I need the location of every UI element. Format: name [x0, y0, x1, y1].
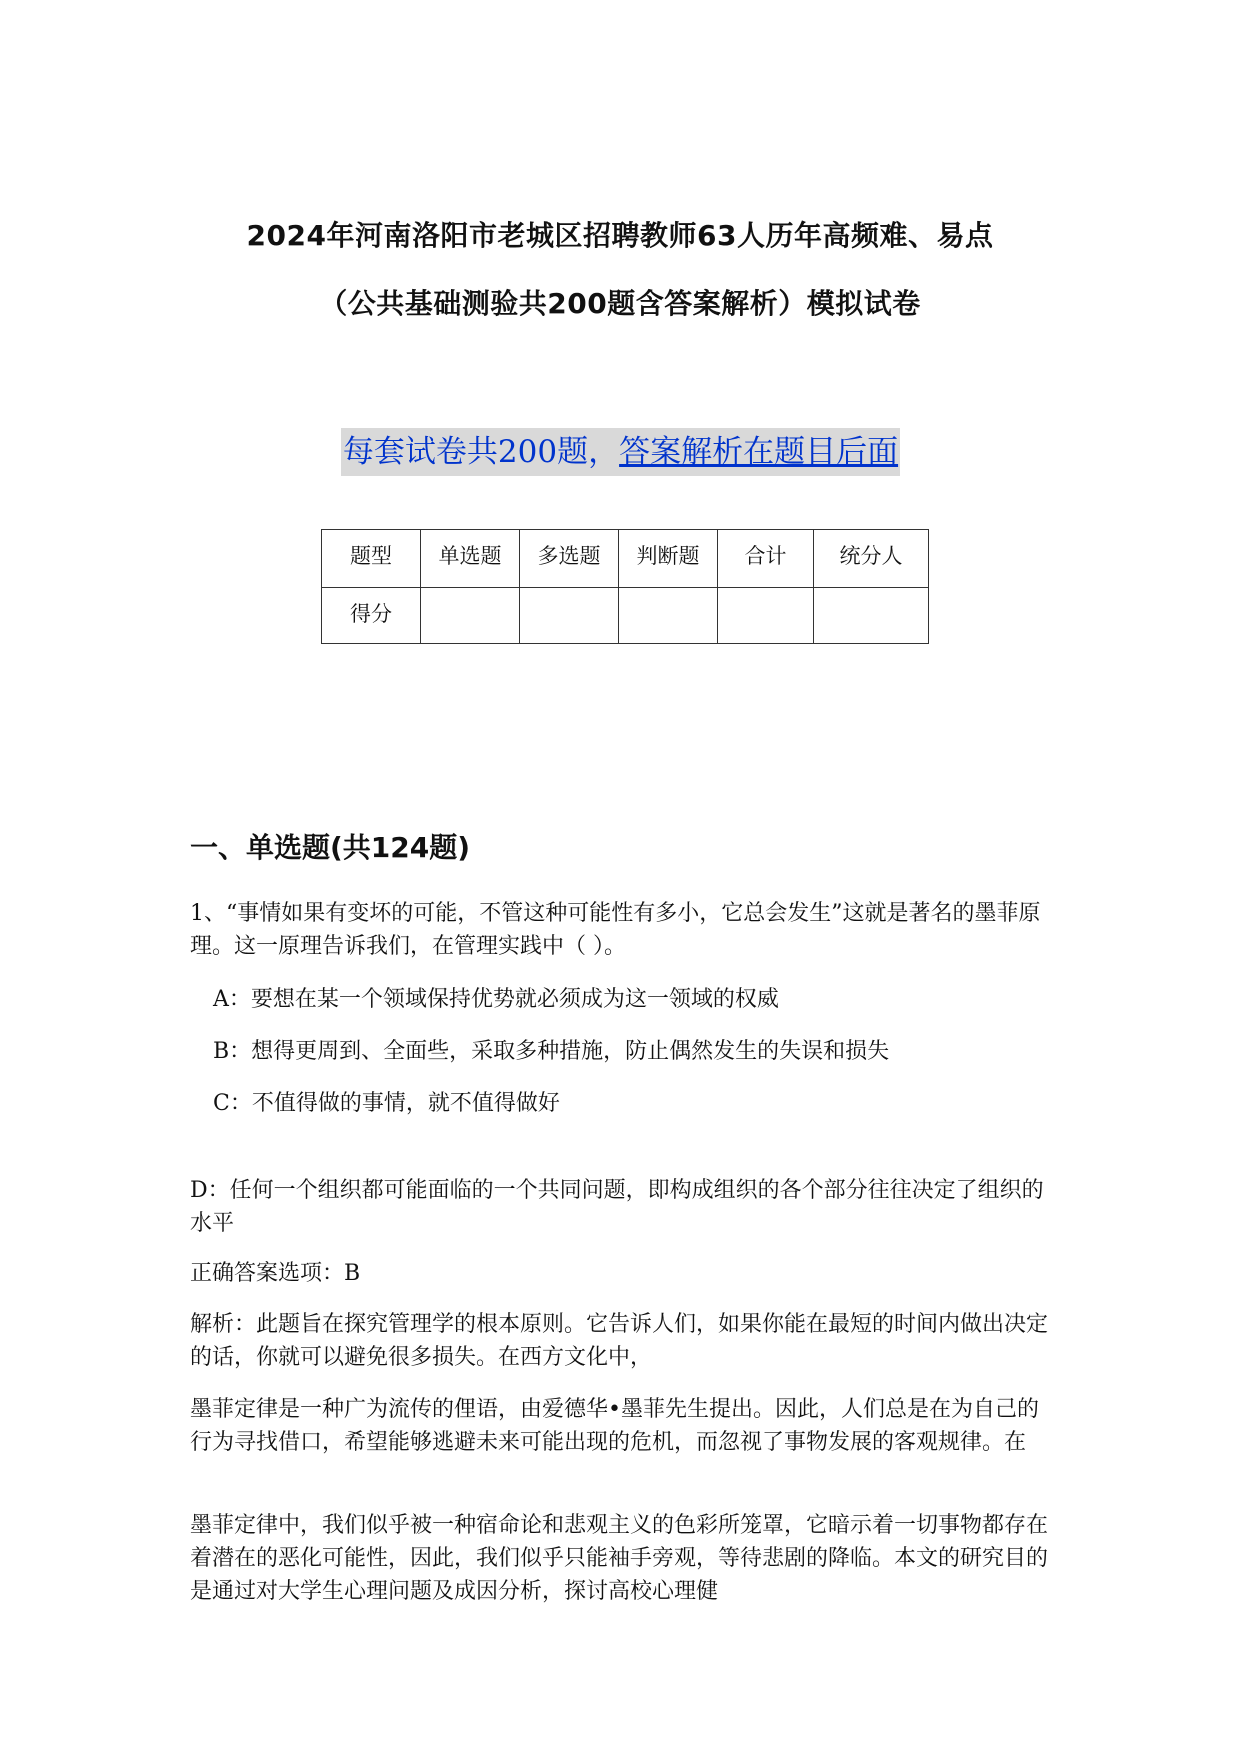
subtitle: [341, 428, 900, 476]
subtitle-text: 每套试卷共200题，: [342, 434, 620, 470]
score-cell-single-choice[interactable]: [421, 588, 520, 644]
option-b: B：想得更周到、全面些，采取多种措施，防止偶然发生的失误和损失: [213, 1039, 890, 1064]
score-table-score-row: [322, 588, 929, 644]
analysis-paragraph-3: 墨菲定律中，我们似乎被一种宿命论和悲观主义的色彩所笼罩，它暗示着一切事物都存在着潜在的恶化可能性，因此，我们似乎只能袖手旁观，等待悲剧的降临。本文的研究目的是通过对大学生心理问题及成因分析，探讨高校心理健: [190, 1513, 1049, 1604]
option-a: A：要想在某一个领域保持优势就必须成为这一领域的权威: [213, 987, 779, 1012]
answer-location-link[interactable]: 答案解析在题目后面: [619, 434, 899, 470]
header-cell-type: 题型: [322, 530, 421, 588]
header-cell-multiple-choice: 多选题: [520, 530, 619, 588]
header-cell-single-choice: 单选题: [421, 530, 520, 588]
score-row-label: 得分: [322, 588, 421, 644]
score-cell-total[interactable]: [718, 588, 814, 644]
correct-answer: 正确答案选项：B: [190, 1261, 361, 1286]
document-title-line-1: 2024年河南洛阳市老城区招聘教师63人历年高频难、易点: [246, 219, 994, 252]
subtitle-banner: [0, 428, 1241, 476]
header-cell-scorer: 统分人: [814, 530, 929, 588]
score-cell-true-false[interactable]: [619, 588, 718, 644]
score-cell-scorer[interactable]: [814, 588, 929, 644]
score-cell-multiple-choice[interactable]: [520, 588, 619, 644]
analysis-paragraph-2: 墨菲定律是一种广为流传的俚语，由爱德华•墨菲先生提出。因此，人们总是在为自己的行为寻找借口，希望能够逃避未来可能出现的危机，而忽视了事物发展的客观规律。在: [190, 1397, 1039, 1455]
score-table: [321, 529, 929, 644]
option-d: D：任何一个组织都可能面临的一个共同问题，即构成组织的各个部分往往决定了组织的水平: [190, 1178, 1044, 1236]
option-c: C：不值得做的事情，就不值得做好: [213, 1091, 560, 1116]
header-cell-total: 合计: [718, 530, 814, 588]
section-heading: 一、单选题(共124题): [190, 831, 471, 864]
header-cell-true-false: 判断题: [619, 530, 718, 588]
analysis-paragraph-1: 解析：此题旨在探究管理学的根本原则。它告诉人们，如果你能在最短的时间内做出决定的话，你就可以避免很多损失。在西方文化中，: [190, 1312, 1049, 1370]
document-title-line-2: （公共基础测验共200题含答案解析）模拟试卷: [319, 287, 921, 320]
score-table-header-row: [322, 530, 929, 588]
question-stem: 1、“事情如果有变坏的可能，不管这种可能性有多小，它总会发生”这就是著名的墨菲原理。这一原理告诉我们，在管理实践中（ ）。: [190, 901, 1041, 959]
